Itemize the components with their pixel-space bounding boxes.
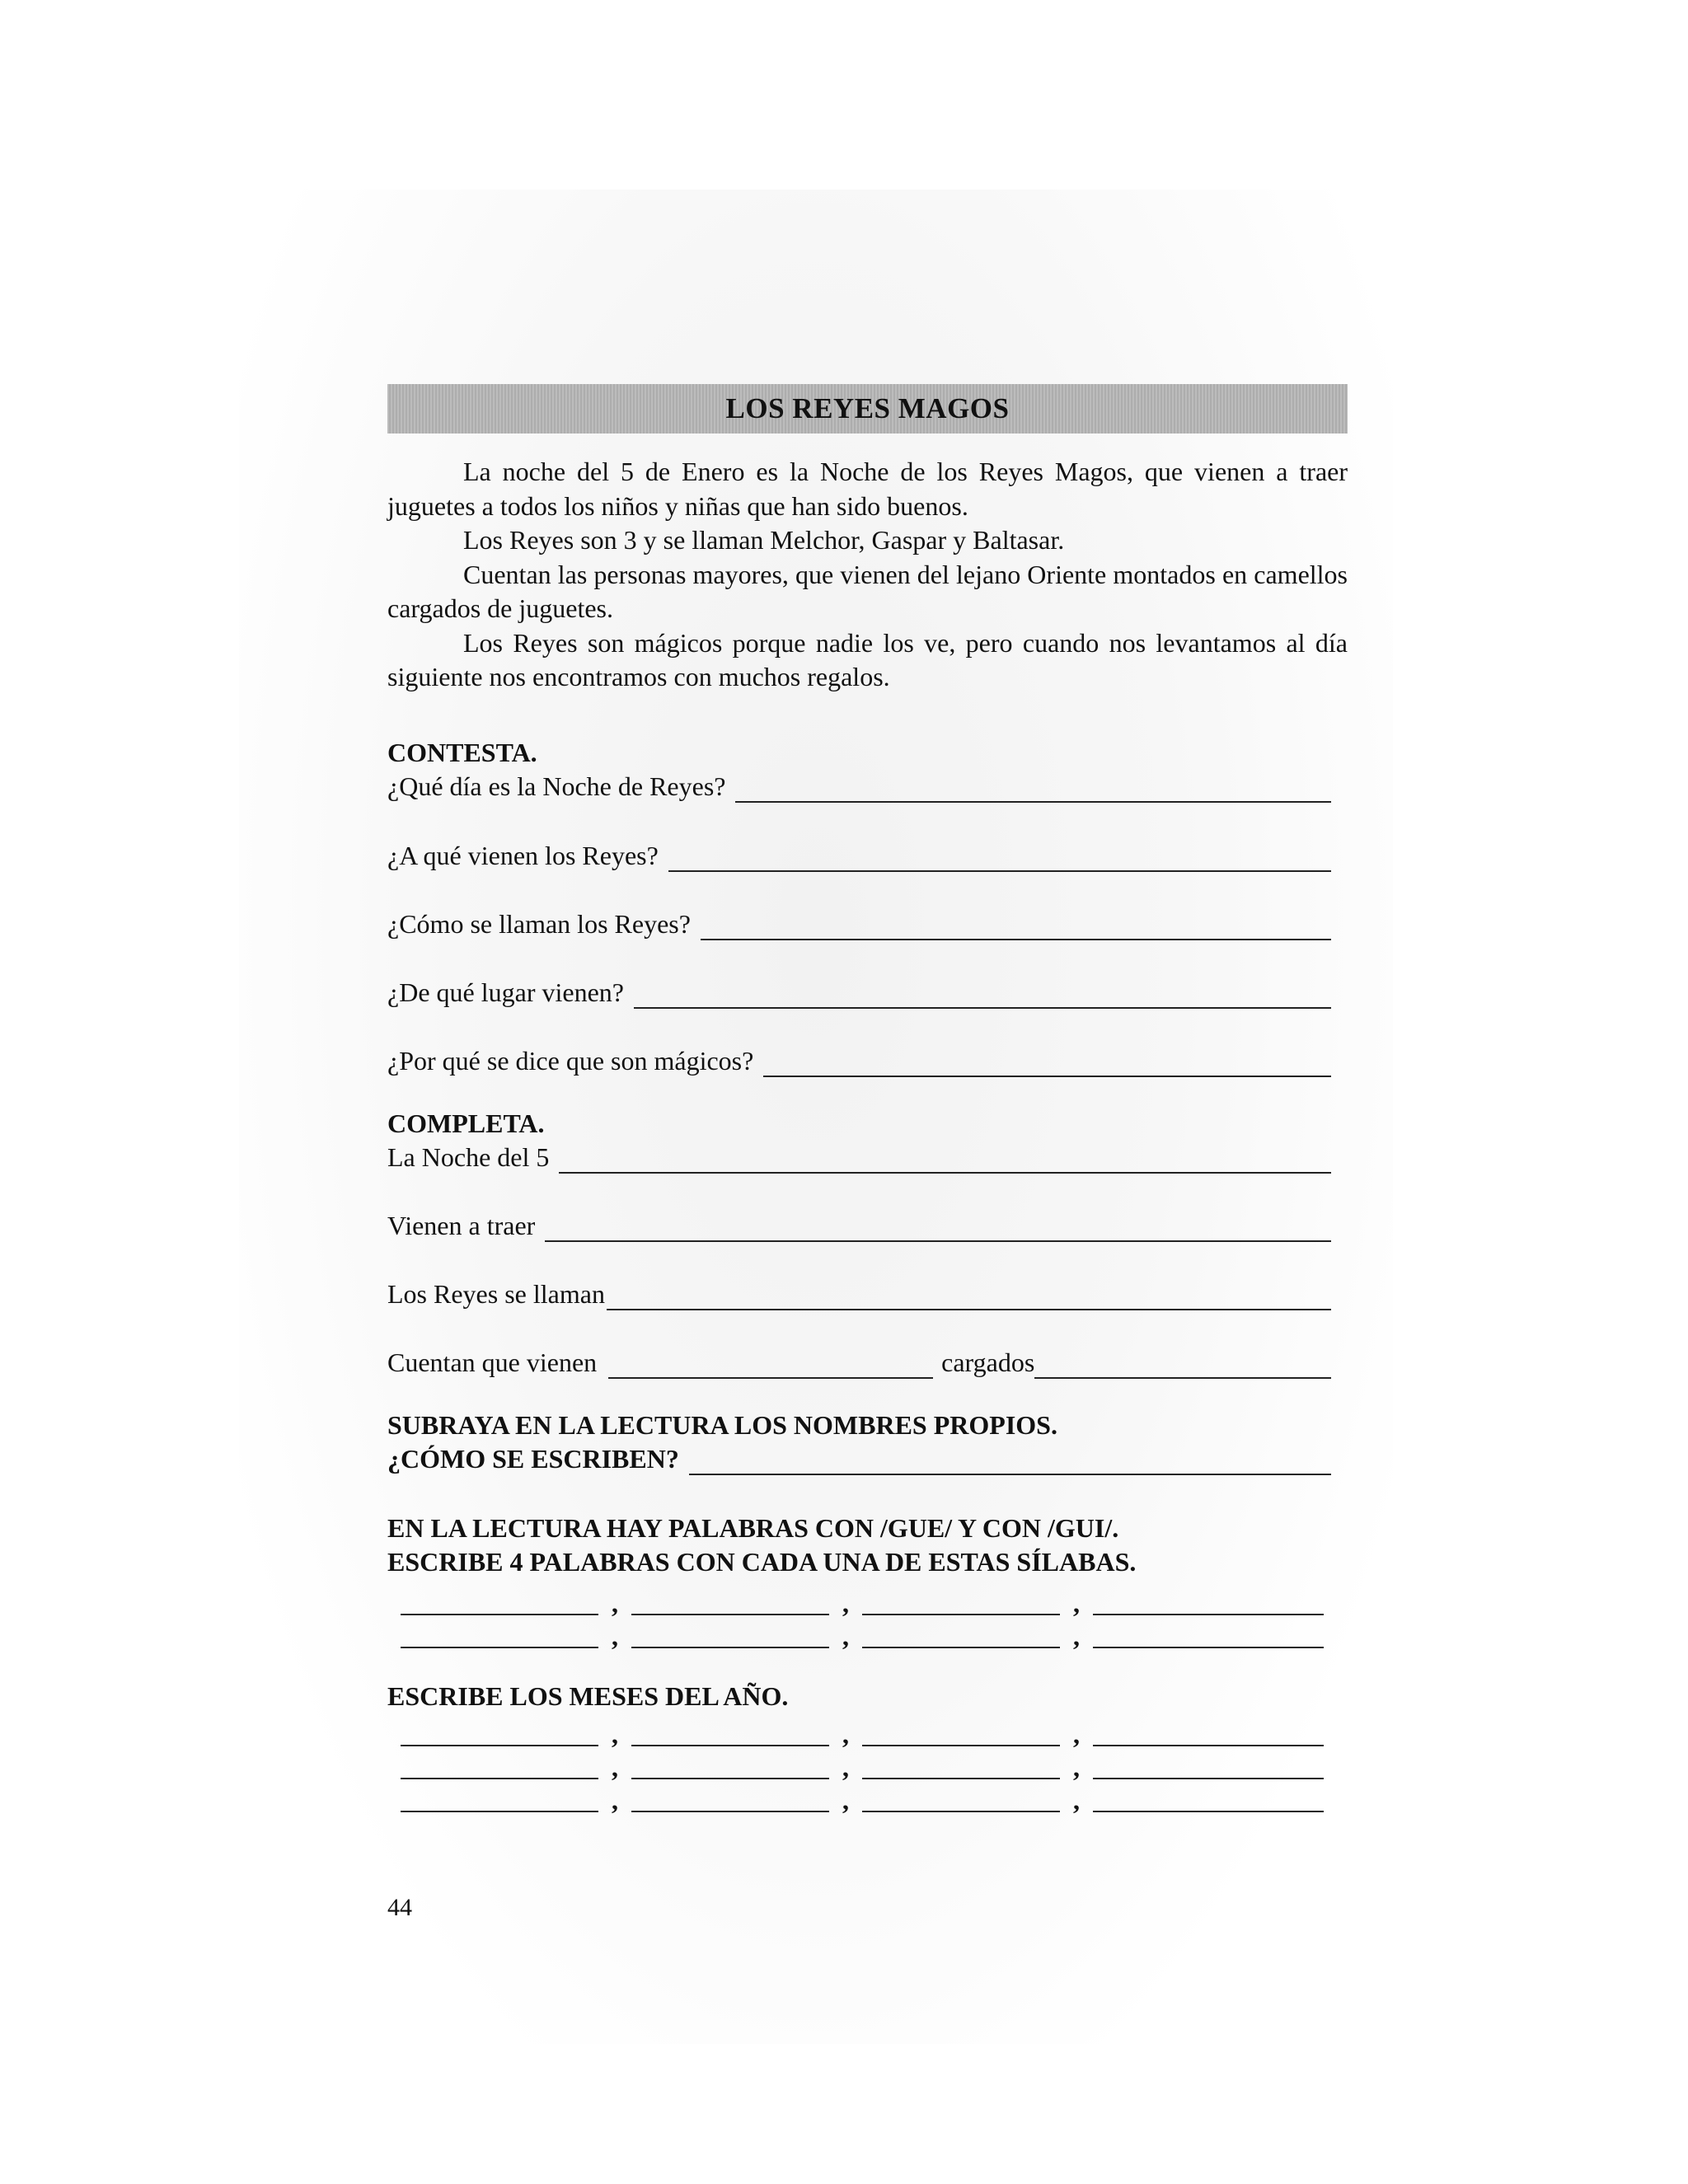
comma-separator: ,: [612, 1718, 618, 1749]
completa-cargados-label: cargados: [941, 1347, 1035, 1377]
completa-row: [387, 1141, 1348, 1174]
answer-line[interactable]: [668, 846, 1331, 872]
answer-blank[interactable]: [631, 1720, 829, 1746]
question-text: ¿A qué vienen los Reyes?: [387, 840, 659, 870]
meses-section: [387, 1680, 1348, 1815]
question-row: [387, 976, 1348, 1009]
meses-instruction: ESCRIBE LOS MESES DEL AÑO.: [387, 1680, 789, 1711]
gue-gui-section: [387, 1511, 1348, 1651]
answer-blank[interactable]: [631, 1622, 829, 1648]
worksheet-page: [387, 384, 1348, 1815]
reading-text: [387, 455, 1348, 695]
comma-separator: ,: [842, 1718, 849, 1749]
answer-blank[interactable]: [862, 1622, 1060, 1648]
answer-blank[interactable]: [401, 1622, 598, 1648]
subraya-row: [387, 1442, 1348, 1475]
answer-line[interactable]: [701, 914, 1331, 940]
question-text: ¿Qué día es la Noche de Reyes?: [387, 771, 726, 801]
completa-row: [387, 1277, 1348, 1310]
answer-blank[interactable]: [1093, 1589, 1324, 1615]
page-number: 44: [387, 1894, 412, 1921]
completa-row: [387, 1346, 1348, 1379]
gue-gui-instruction: EN LA LECTURA HAY PALABRAS CON /GUE/ Y CON /GUI/.: [387, 1512, 1119, 1543]
completa-text: La Noche del 5: [387, 1141, 550, 1172]
completa-items: [387, 1141, 1348, 1379]
completa-row: [387, 1209, 1348, 1242]
answer-grid-row: [387, 1615, 1348, 1651]
reading-paragraph: Cuentan las personas mayores, que vienen del lejano Oriente montados en camellos cargados de juguetes.: [387, 559, 1348, 623]
answer-blank[interactable]: [1093, 1786, 1324, 1812]
title-bar: [387, 384, 1348, 434]
question-text: ¿De qué lugar vienen?: [387, 977, 624, 1007]
question-text: ¿Por qué se dice que son mágicos?: [387, 1045, 754, 1076]
comma-separator: ,: [842, 1784, 849, 1815]
answer-blank[interactable]: [1093, 1720, 1324, 1746]
question-row: [387, 1044, 1348, 1077]
answer-line[interactable]: [634, 982, 1331, 1009]
subraya-section: [387, 1408, 1348, 1475]
comma-separator: ,: [612, 1751, 618, 1782]
comma-separator: ,: [612, 1784, 618, 1815]
comma-separator: ,: [842, 1587, 849, 1618]
answer-blank[interactable]: [631, 1589, 829, 1615]
question-row: [387, 770, 1348, 803]
gue-gui-answer-grid: [387, 1582, 1348, 1651]
answer-blank[interactable]: [631, 1753, 829, 1779]
answer-blank[interactable]: [631, 1786, 829, 1812]
completa-text: Vienen a traer: [387, 1210, 536, 1240]
answer-blank[interactable]: [862, 1753, 1060, 1779]
reading-paragraph: La noche del 5 de Enero es la Noche de los Reyes Magos, que vienen a traer juguetes a todos los niños y niñas que han sido buenos.: [387, 457, 1348, 521]
question-row: [387, 839, 1348, 872]
answer-blank[interactable]: [401, 1786, 598, 1812]
completa-text: Cuentan que vienen: [387, 1347, 598, 1377]
contesta-questions: [387, 770, 1348, 1077]
comma-separator: ,: [1073, 1620, 1080, 1651]
answer-line[interactable]: [735, 776, 1331, 803]
answer-blank[interactable]: [401, 1589, 598, 1615]
comma-separator: ,: [1073, 1784, 1080, 1815]
comma-separator: ,: [1073, 1751, 1080, 1782]
answer-line[interactable]: [545, 1216, 1331, 1242]
comma-separator: ,: [1073, 1587, 1080, 1618]
comma-separator: ,: [612, 1620, 618, 1651]
answer-blank[interactable]: [1093, 1622, 1324, 1648]
answer-blank[interactable]: [862, 1589, 1060, 1615]
question-row: [387, 907, 1348, 940]
completa-text: Los Reyes se llaman: [387, 1278, 605, 1309]
completa-heading: COMPLETA.: [387, 1108, 545, 1138]
reading-paragraph: Los Reyes son mágicos porque nadie los ve, pero cuando nos levantamos al día siguiente nos encontramos con muchos regalos.: [387, 627, 1348, 691]
comma-separator: ,: [1073, 1718, 1080, 1749]
answer-line[interactable]: [559, 1147, 1331, 1174]
question-text: ¿Cómo se llaman los Reyes?: [387, 908, 691, 939]
answer-line[interactable]: [608, 1352, 933, 1379]
answer-grid-row: [387, 1746, 1348, 1782]
answer-blank[interactable]: [862, 1720, 1060, 1746]
answer-line[interactable]: [763, 1051, 1331, 1077]
answer-blank[interactable]: [1093, 1753, 1324, 1779]
contesta-heading: CONTESTA.: [387, 737, 537, 767]
page-title: LOS REYES MAGOS: [725, 392, 1010, 424]
answer-line[interactable]: [1034, 1352, 1331, 1379]
answer-grid-row: [387, 1582, 1348, 1618]
comma-separator: ,: [612, 1587, 618, 1618]
subraya-instruction: SUBRAYA EN LA LECTURA LOS NOMBRES PROPIOS.: [387, 1409, 1057, 1440]
answer-blank[interactable]: [401, 1720, 598, 1746]
gue-gui-instruction: ESCRIBE 4 PALABRAS CON CADA UNA DE ESTAS SÍLABAS.: [387, 1546, 1137, 1577]
comma-separator: ,: [842, 1751, 849, 1782]
answer-line[interactable]: [607, 1284, 1331, 1310]
subraya-question: ¿CÓMO SE ESCRIBEN?: [387, 1443, 679, 1474]
answer-grid-row: [387, 1779, 1348, 1815]
answer-line[interactable]: [689, 1449, 1331, 1475]
answer-blank[interactable]: [401, 1753, 598, 1779]
answer-grid-row: [387, 1713, 1348, 1749]
comma-separator: ,: [842, 1620, 849, 1651]
answer-blank[interactable]: [862, 1786, 1060, 1812]
reading-paragraph: Los Reyes son 3 y se llaman Melchor, Gaspar y Baltasar.: [463, 525, 1065, 555]
meses-answer-grid: [387, 1713, 1348, 1815]
